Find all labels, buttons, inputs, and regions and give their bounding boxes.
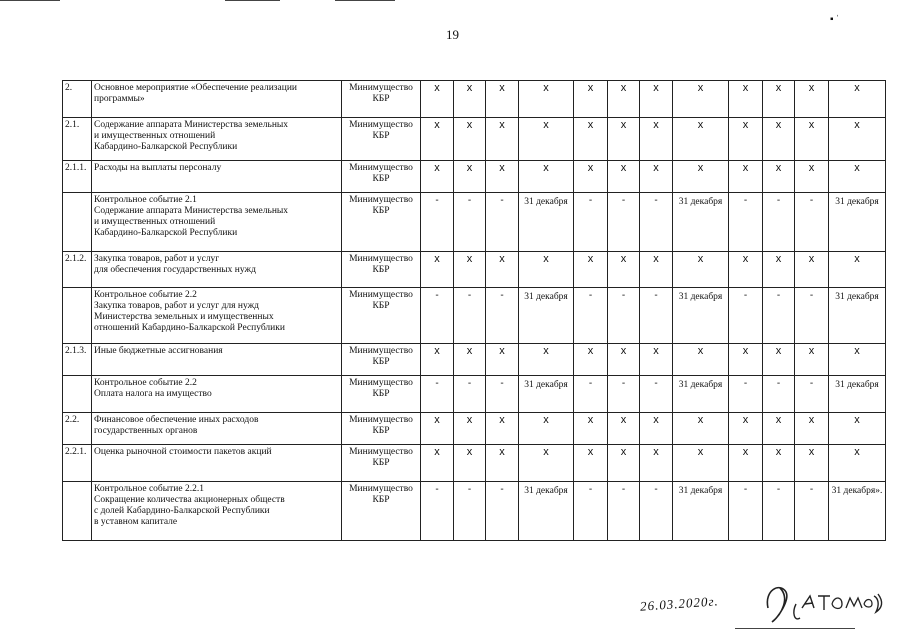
row-title-line: Контрольное событие 2.2 — [94, 290, 197, 300]
row-title-line: Кабардино-Балкарской Республики — [94, 228, 238, 238]
schedule-cell: - — [486, 193, 519, 252]
responsible-line: Минимущество — [349, 83, 413, 93]
responsible-cell — [342, 376, 421, 413]
schedule-cell: x — [421, 252, 454, 288]
schedule-cell: x — [454, 252, 486, 288]
responsible-line: Минимущество — [349, 378, 413, 388]
schedule-cell: - — [421, 193, 454, 252]
schedule-cell: x — [608, 445, 640, 482]
row-number: 2.1.1. — [63, 161, 92, 193]
schedule-cell: x — [640, 161, 673, 193]
schedule-cell: - — [421, 288, 454, 344]
row-title — [92, 445, 342, 482]
schedule-cell: x — [486, 413, 519, 445]
schedule-cell: x — [454, 161, 486, 193]
schedule-cell: - — [729, 376, 763, 413]
schedule-cell: x — [795, 252, 829, 288]
schedule-cell: x — [763, 252, 795, 288]
responsible-line: КБР — [372, 357, 390, 367]
row-title-line: государственных органов — [94, 426, 198, 436]
row-title — [92, 482, 342, 541]
plan-table — [62, 80, 886, 541]
schedule-cell: - — [608, 482, 640, 541]
row-title-line: Оплата налога на имущество — [94, 389, 212, 399]
schedule-cell: x — [574, 118, 608, 161]
row-title-line: Сокращение количества акционерных обществ — [94, 495, 285, 505]
responsible-cell — [342, 344, 421, 376]
schedule-cell: x — [673, 161, 729, 193]
responsible-line: КБР — [372, 389, 390, 399]
schedule-cell: x — [574, 161, 608, 193]
schedule-cell: x — [454, 344, 486, 376]
row-title-line: отношений Кабардино-Балкарской Республики — [94, 323, 285, 333]
row-number — [63, 288, 92, 344]
schedule-cell: x — [673, 81, 729, 118]
schedule-cell: x — [519, 118, 574, 161]
responsible-line: КБР — [372, 265, 390, 275]
row-title-line: Финансовое обеспечение иных расходов — [94, 415, 259, 425]
scan-mark: ▪ ˈ — [830, 14, 840, 25]
schedule-cell: - — [574, 376, 608, 413]
responsible-line: Минимущество — [349, 195, 413, 205]
signature-underline — [735, 628, 855, 629]
schedule-cell: - — [608, 376, 640, 413]
schedule-cell: x — [795, 413, 829, 445]
schedule-cell: x — [829, 118, 886, 161]
row-number: 2.1.2. — [63, 252, 92, 288]
schedule-cell: x — [640, 252, 673, 288]
schedule-cell: - — [795, 482, 829, 541]
row-title-line: Расходы на выплаты персоналу — [94, 163, 222, 173]
schedule-cell: - — [421, 482, 454, 541]
schedule-cell: x — [454, 445, 486, 482]
responsible-cell — [342, 288, 421, 344]
responsible-cell — [342, 118, 421, 161]
schedule-cell: - — [454, 482, 486, 541]
row-title-line: Министерства земельных и имущественных — [94, 312, 274, 322]
responsible-line: Минимущество — [349, 447, 413, 457]
row-title — [92, 252, 342, 288]
table-row — [63, 161, 886, 193]
schedule-cell: 31 декабря — [673, 376, 729, 413]
schedule-cell: x — [454, 118, 486, 161]
responsible-line: КБР — [372, 301, 390, 311]
schedule-cell: x — [829, 81, 886, 118]
responsible-cell — [342, 81, 421, 118]
row-title — [92, 161, 342, 193]
schedule-cell: - — [729, 482, 763, 541]
schedule-cell: x — [640, 344, 673, 376]
schedule-cell: x — [729, 161, 763, 193]
schedule-cell: x — [608, 344, 640, 376]
table-row — [63, 445, 886, 482]
schedule-cell: x — [421, 413, 454, 445]
schedule-cell: x — [608, 161, 640, 193]
schedule-cell: - — [421, 376, 454, 413]
schedule-cell: - — [454, 288, 486, 344]
responsible-line: Минимущество — [349, 163, 413, 173]
schedule-cell: x — [640, 81, 673, 118]
schedule-cell: x — [519, 344, 574, 376]
responsible-cell — [342, 413, 421, 445]
table-row — [63, 252, 886, 288]
row-title-line: Закупка товаров, работ и услуг — [94, 254, 220, 264]
schedule-cell: x — [763, 118, 795, 161]
schedule-cell: x — [574, 445, 608, 482]
responsible-cell — [342, 445, 421, 482]
schedule-cell: - — [729, 193, 763, 252]
schedule-cell: - — [763, 482, 795, 541]
schedule-cell: - — [640, 288, 673, 344]
schedule-cell: x — [486, 344, 519, 376]
responsible-line: Минимущество — [349, 290, 413, 300]
row-title — [92, 413, 342, 445]
schedule-cell: x — [673, 118, 729, 161]
schedule-cell: - — [640, 193, 673, 252]
row-title-line: и имущественных отношений — [94, 131, 216, 141]
schedule-cell: - — [486, 482, 519, 541]
handwritten-signature — [760, 578, 890, 628]
schedule-cell: x — [729, 445, 763, 482]
table-row — [63, 193, 886, 252]
schedule-cell: x — [673, 252, 729, 288]
responsible-line: Минимущество — [349, 120, 413, 130]
schedule-cell: - — [574, 193, 608, 252]
responsible-line: Минимущество — [349, 346, 413, 356]
schedule-cell: x — [729, 81, 763, 118]
schedule-cell: 31 декабря — [519, 376, 574, 413]
schedule-cell: - — [763, 376, 795, 413]
schedule-cell: x — [486, 161, 519, 193]
schedule-cell: - — [640, 376, 673, 413]
schedule-cell: - — [729, 288, 763, 344]
schedule-cell: x — [729, 118, 763, 161]
schedule-cell: - — [608, 193, 640, 252]
schedule-cell: x — [608, 413, 640, 445]
row-title-line: в уставном капитале — [94, 517, 178, 527]
responsible-line: Минимущество — [349, 254, 413, 264]
schedule-cell: x — [608, 252, 640, 288]
top-rule-mid — [225, 0, 280, 1]
responsible-line: КБР — [372, 495, 390, 505]
schedule-cell: x — [574, 252, 608, 288]
row-title-line: Контрольное событие 2.1 — [94, 195, 197, 205]
schedule-cell: x — [519, 413, 574, 445]
schedule-cell: x — [729, 413, 763, 445]
schedule-cell: x — [795, 118, 829, 161]
schedule-cell: x — [574, 413, 608, 445]
schedule-cell: x — [421, 81, 454, 118]
schedule-cell: - — [763, 193, 795, 252]
table-row — [63, 81, 886, 118]
row-title-line: и имущественных отношений — [94, 217, 216, 227]
schedule-cell: x — [519, 161, 574, 193]
schedule-cell: - — [574, 288, 608, 344]
responsible-cell — [342, 161, 421, 193]
schedule-cell: x — [486, 252, 519, 288]
schedule-cell: - — [454, 376, 486, 413]
row-title — [92, 81, 342, 118]
schedule-cell: x — [519, 445, 574, 482]
schedule-cell: x — [795, 81, 829, 118]
schedule-cell: x — [608, 81, 640, 118]
schedule-cell: x — [763, 81, 795, 118]
footer-date: 26.03.2020г. — [639, 593, 720, 614]
row-title-line: для обеспечения государственных нужд — [94, 265, 256, 275]
row-title — [92, 118, 342, 161]
table-row — [63, 288, 886, 344]
responsible-cell — [342, 252, 421, 288]
row-title — [92, 288, 342, 344]
top-rule-right — [335, 0, 395, 1]
responsible-line: КБР — [372, 426, 390, 436]
schedule-cell: - — [763, 288, 795, 344]
schedule-cell: x — [795, 445, 829, 482]
schedule-cell: x — [519, 252, 574, 288]
responsible-line: КБР — [372, 458, 390, 468]
table-row — [63, 344, 886, 376]
responsible-line: КБР — [372, 174, 390, 184]
schedule-cell: x — [421, 445, 454, 482]
row-title-line: Содержание аппарата Министерства земельных — [94, 120, 289, 130]
row-number: 2.1. — [63, 118, 92, 161]
schedule-cell: x — [763, 445, 795, 482]
row-title — [92, 344, 342, 376]
schedule-cell: x — [486, 445, 519, 482]
schedule-cell: x — [763, 161, 795, 193]
responsible-line: КБР — [372, 131, 390, 141]
schedule-cell: - — [640, 482, 673, 541]
schedule-cell: x — [673, 445, 729, 482]
schedule-cell: - — [795, 288, 829, 344]
schedule-cell: x — [421, 161, 454, 193]
schedule-cell: - — [486, 376, 519, 413]
schedule-cell: 31 декабря — [519, 193, 574, 252]
row-title-line: Контрольное событие 2.2 — [94, 378, 197, 388]
table-row — [63, 482, 886, 541]
schedule-cell: x — [574, 344, 608, 376]
row-title-line: с долей Кабардино-Балкарской Республики — [94, 506, 270, 516]
schedule-cell: x — [829, 252, 886, 288]
schedule-cell: 31 декабря — [829, 193, 886, 252]
row-title-line: Контрольное событие 2.2.1 — [94, 484, 204, 494]
row-title-line: Содержание аппарата Министерства земельных — [94, 206, 289, 216]
schedule-cell: x — [729, 252, 763, 288]
row-number: 2. — [63, 81, 92, 118]
schedule-cell: x — [486, 81, 519, 118]
schedule-cell: 31 декабря». — [829, 482, 886, 541]
top-rule-left — [0, 0, 60, 1]
schedule-cell: x — [421, 344, 454, 376]
responsible-line: КБР — [372, 206, 390, 216]
schedule-cell: x — [640, 445, 673, 482]
schedule-cell: x — [829, 161, 886, 193]
schedule-cell: - — [486, 288, 519, 344]
schedule-cell: 31 декабря — [829, 288, 886, 344]
row-title-line: Оценка рыночной стоимости пакетов акций — [94, 447, 272, 457]
schedule-cell: - — [795, 376, 829, 413]
schedule-cell: - — [795, 193, 829, 252]
schedule-cell: x — [454, 81, 486, 118]
schedule-cell: 31 декабря — [829, 376, 886, 413]
table-row — [63, 413, 886, 445]
row-number — [63, 193, 92, 252]
table-row — [63, 376, 886, 413]
schedule-cell: x — [763, 413, 795, 445]
row-title-line: Кабардино-Балкарской Республики — [94, 142, 238, 152]
schedule-cell: 31 декабря — [519, 482, 574, 541]
row-number: 2.1.3. — [63, 344, 92, 376]
schedule-cell: x — [673, 413, 729, 445]
schedule-cell: 31 декабря — [673, 288, 729, 344]
row-title-line: Основное мероприятие «Обеспечение реализации — [94, 83, 298, 93]
schedule-cell: - — [574, 482, 608, 541]
page-number: 19 — [446, 27, 459, 42]
row-number: 2.2.1. — [63, 445, 92, 482]
schedule-cell: x — [454, 413, 486, 445]
row-number — [63, 482, 92, 541]
schedule-cell: x — [640, 118, 673, 161]
table-row — [63, 118, 886, 161]
row-title — [92, 193, 342, 252]
responsible-cell — [342, 193, 421, 252]
schedule-cell: x — [519, 81, 574, 118]
schedule-cell: x — [829, 413, 886, 445]
row-number: 2.2. — [63, 413, 92, 445]
schedule-cell: x — [673, 344, 729, 376]
schedule-cell: x — [608, 118, 640, 161]
schedule-cell: x — [574, 81, 608, 118]
responsible-cell — [342, 482, 421, 541]
schedule-cell: x — [829, 344, 886, 376]
row-title-line: Иные бюджетные ассигнования — [94, 346, 223, 356]
schedule-cell: x — [640, 413, 673, 445]
row-number — [63, 376, 92, 413]
schedule-cell: x — [421, 118, 454, 161]
schedule-cell: x — [729, 344, 763, 376]
schedule-cell: x — [795, 344, 829, 376]
schedule-cell: - — [454, 193, 486, 252]
schedule-cell: x — [486, 118, 519, 161]
row-title — [92, 376, 342, 413]
schedule-cell: x — [829, 445, 886, 482]
schedule-cell: x — [795, 161, 829, 193]
schedule-cell: 31 декабря — [519, 288, 574, 344]
responsible-line: КБР — [372, 94, 390, 104]
row-title-line: Закупка товаров, работ и услуг для нужд — [94, 301, 260, 311]
schedule-cell: 31 декабря — [673, 193, 729, 252]
responsible-line: Минимущество — [349, 415, 413, 425]
schedule-cell: - — [608, 288, 640, 344]
schedule-cell: 31 декабря — [673, 482, 729, 541]
schedule-cell: x — [763, 344, 795, 376]
row-title-line: программы» — [94, 94, 145, 104]
responsible-line: Минимущество — [349, 484, 413, 494]
